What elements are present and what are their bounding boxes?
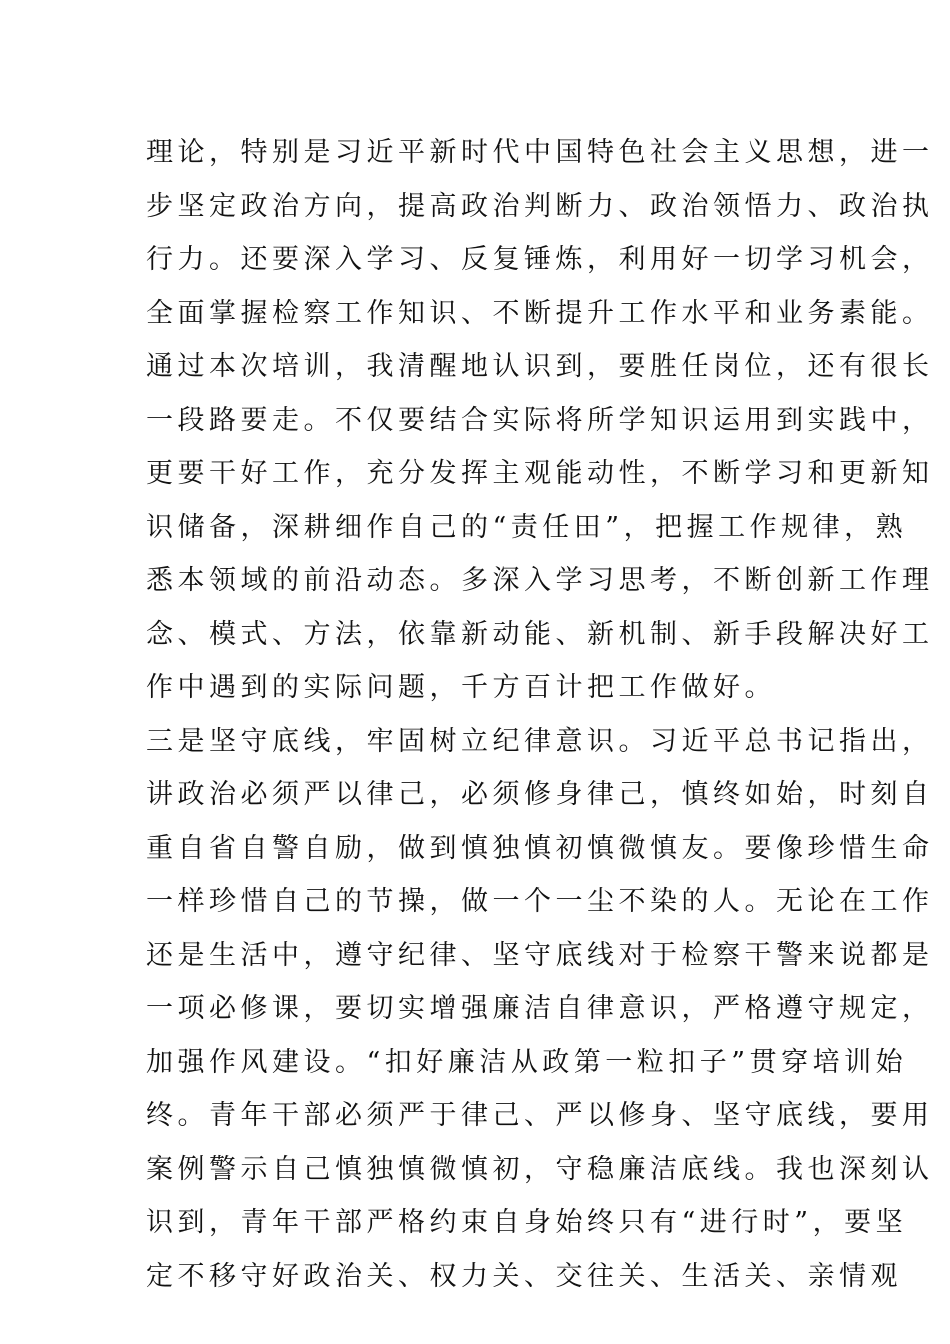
text-line: 通过本次培训，我清醒地认识到，要胜任岗位，还有很长	[146, 351, 934, 382]
text-line: 全面掌握检察工作知识、不断提升工作水平和业务素能。	[146, 297, 934, 329]
text-line: 步坚定政治方向，提高政治判断力、政治领悟力、政治执	[146, 190, 934, 222]
text-line: 一段路要走。不仅要结合实际将所学知识运用到实践中，	[146, 404, 934, 436]
text-line: 案例警示自己慎独慎微慎初，守稳廉洁底线。我也深刻认	[146, 1153, 934, 1185]
text-line: 行力。还要深入学习、反复锤炼，利用好一切学习机会，	[146, 244, 934, 275]
text-line: 悉本领域的前沿动态。多深入学习思考，不断创新工作理	[146, 565, 934, 596]
text-line: 更要干好工作，充分发挥主观能动性，不断学习和更新知	[146, 458, 934, 489]
text-line: 加强作风建设。“扣好廉洁从政第一粒扣子”贯穿培训始	[146, 1046, 908, 1078]
text-line: 识储备，深耕细作自己的“责任田”，把握工作规律，熟	[146, 511, 908, 543]
text-line: 三是坚守底线，牢固树立纪律意识。习近平总书记指出，	[146, 725, 934, 757]
text-line: 重自省自警自励，做到慎独慎初慎微慎友。要像珍惜生命	[146, 832, 934, 864]
text-line: 还是生活中，遵守纪律、坚守底线对于检察干警来说都是	[146, 939, 934, 971]
text-line: 作中遇到的实际问题，千方百计把工作做好。	[146, 672, 776, 703]
text-line: 定不移守好政治关、权力关、交往关、生活关、亲情观	[146, 1260, 902, 1292]
text-line: 一样珍惜自己的节操，做一个一尘不染的人。无论在工作	[146, 886, 934, 917]
text-line: 识到，青年干部严格约束自身始终只有“进行时”，要坚	[146, 1207, 908, 1238]
text-line: 一项必修课，要切实增强廉洁自律意识，严格遵守规定，	[146, 993, 934, 1024]
body-text	[146, 126, 934, 1303]
text-line: 终。青年干部必须严于律己、严以修身、坚守底线，要用	[146, 1100, 934, 1131]
text-line: 念、模式、方法，依靠新动能、新机制、新手段解决好工	[146, 618, 934, 650]
text-line: 讲政治必须严以律己，必须修身律己，慎终如始，时刻自	[146, 779, 934, 810]
text-line: 理论，特别是习近平新时代中国特色社会主义思想，进一	[146, 137, 934, 168]
